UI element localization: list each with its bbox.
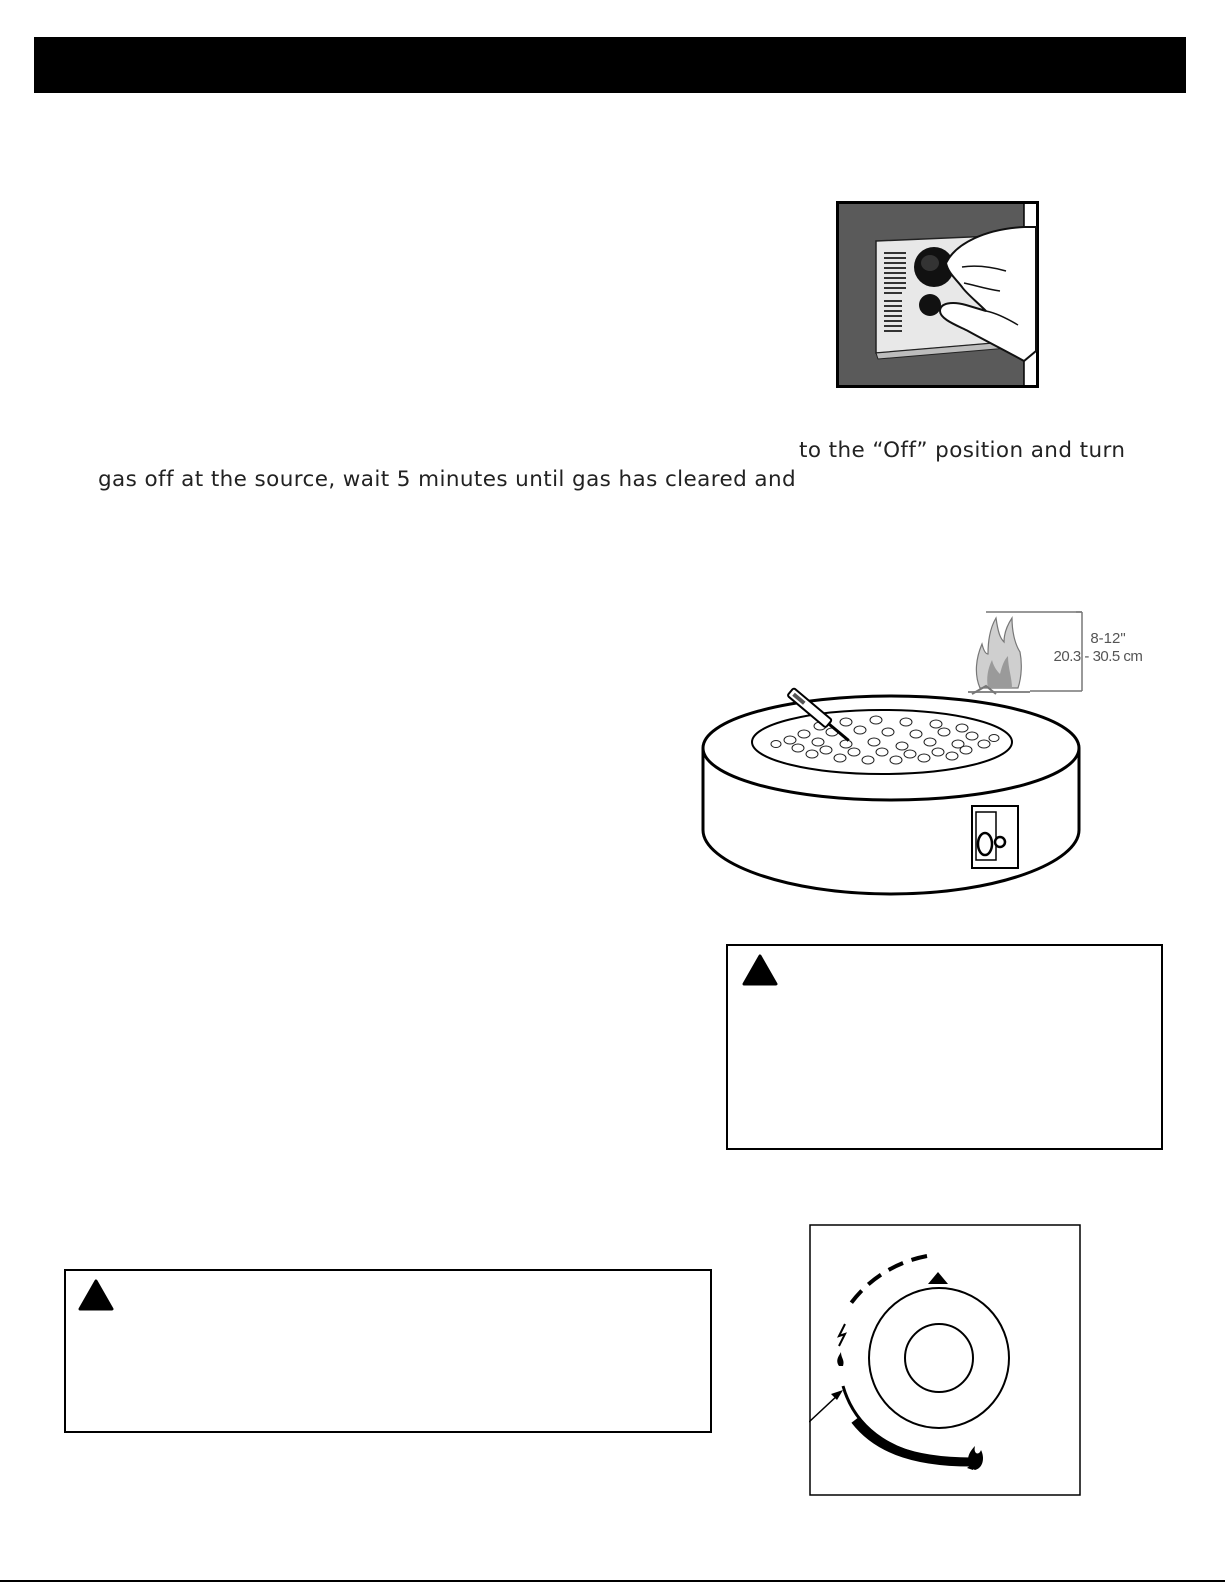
header-bar	[34, 37, 1186, 93]
control-panel-illustration	[836, 201, 1039, 388]
warning-triangle-icon	[78, 1279, 114, 1315]
fire-pit-illustration	[700, 682, 1082, 904]
instruction-line-1: to the “Off” position and turn	[799, 438, 1126, 463]
warning-box-left	[64, 1269, 712, 1433]
flame-height-metric: 20.3 - 30.5 cm	[1053, 648, 1143, 665]
warning-box-right	[726, 944, 1163, 1150]
footer-rule	[0, 1580, 1225, 1582]
flame-height-imperial: 8-12"	[1090, 630, 1126, 647]
control-knob-dial-illustration	[809, 1224, 1081, 1496]
warning-triangle-icon	[742, 954, 778, 990]
instruction-line-2: gas off at the source, wait 5 minutes until gas has cleared and	[98, 467, 797, 492]
